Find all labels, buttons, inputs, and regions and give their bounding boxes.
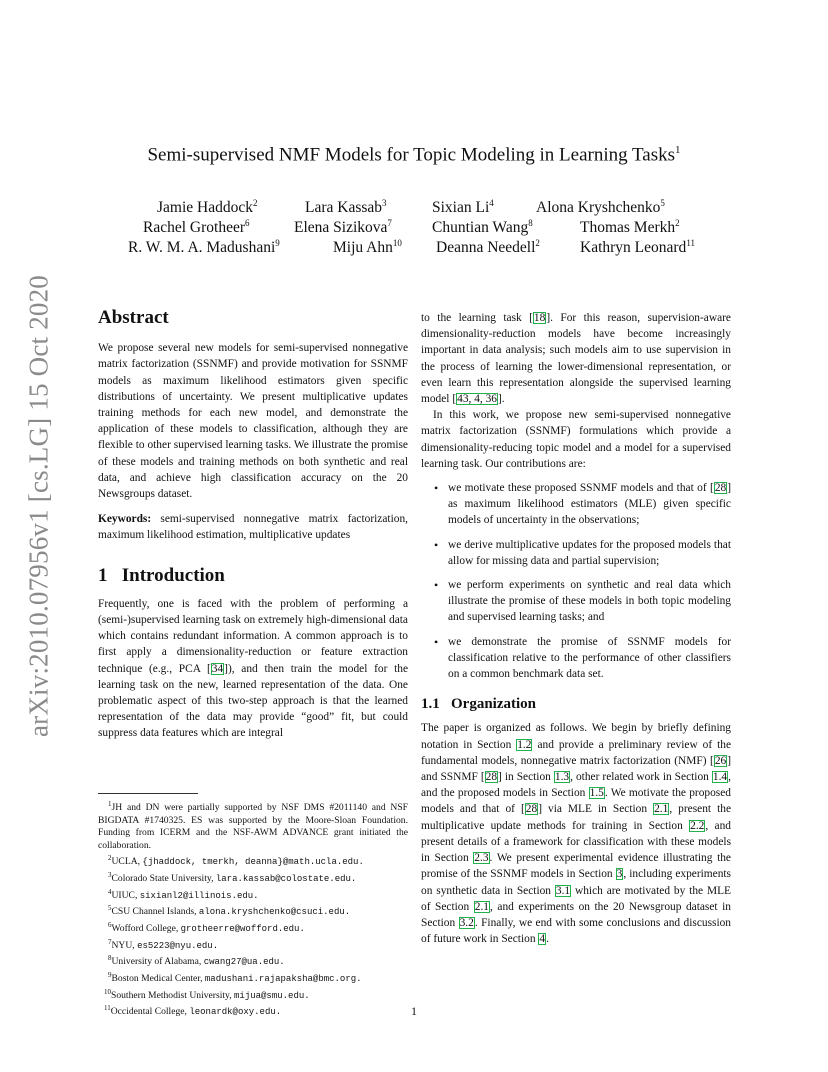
list-item: • we demonstrate the promise of SSNMF models for classification relative to the performance of other classifiers on a common benchmark data set. [421,634,731,683]
section-link[interactable]: 3 [616,868,623,881]
footnote: $^5$CSU Channel Islands, alona.kryshchenko@csuci.edu. [108,904,351,918]
author-list [0,193,828,257]
section-link[interactable]: 3.2 [459,916,474,929]
author: Kathryn Leonard$^{11}$ [580,238,695,257]
section-link[interactable]: 2.2 [690,819,705,832]
author-row [0,213,828,237]
right-column [421,310,731,947]
list-item: • we motivate these proposed SSNMF models and that of [28] as maximum likelihood estimators (MLE) given specific models of uncertainty in the observations; [421,480,731,529]
section-link[interactable]: 1.2 [517,738,532,751]
title-footnote-mark: 1 [675,144,681,156]
footnote: $^1$JH and DN were partially supported by NSF DMS #2011140 and NSF BIGDATA #1740325. ES was supported by the Moore-Sloan Foundation. Funding from ICERM and the NSF-AWM ADVANCE grant initiated the collaboration. [98,800,408,851]
footnote: $^{11}$Occidental College, leonardk@oxy.edu. [104,1004,282,1018]
author: Chuntian Wang$^8$ [432,218,533,237]
author: Thomas Merkh$^2$ [580,218,680,237]
keywords [98,511,408,543]
footnote: $^6$Wofford College, grotheerre@wofford.edu. [108,920,305,935]
page-number: 1 [411,1004,417,1018]
section-link[interactable]: 1.3 [554,771,570,784]
intro-paragraph: Frequently, one is faced with the problem of performing a (semi-)supervised learning task on extremely high-dimensional data which contains redundant information. A common approach is to first apply a dimensionality-reduction or feature extraction technique (e.g., PCA [34]), and then train the model for the learning task on the new, learned representation of the data. One problematic aspect of this two-step approach is that the learned representation of the data may provide “good” fit, but could suppress data features which are integral [98,597,408,740]
paper-title [0,144,828,166]
section-title: Introduction [121,564,225,586]
citation-link[interactable]: 34 [211,662,224,675]
keywords-label: Keywords: [98,513,152,526]
contributions-list [421,480,731,682]
keywords-text: semi-supervised nonnegative matrix factorization, maximum likelihood estimation, multiplicative updates [98,513,408,542]
citation-link[interactable]: 43, 4, 36 [457,393,497,406]
citation-link[interactable]: 28 [525,803,538,816]
section-link[interactable]: 1.4 [712,771,728,784]
citation-link[interactable]: 28 [714,482,727,495]
footnote: $^4$UIUC, sixianl2@illinois.edu. [108,887,259,901]
section-link[interactable]: 2.1 [474,900,489,913]
organization-paragraph: The paper is organized as follows. We begin by briefly defining notation in Section 1.2 and provide a preliminary review of the fundamental models, nonnegative matrix factorization (NMF) [26] and SSNMF [28] in Section 1.3, other related work in Section 1.4, and the proposed models in Section 1.5. We motivate the proposed models and that of [28] via MLE in Section 2.1, present the multiplicative update methods for training in Section 2.2, and present details of a framework for classification with these models in Section 2.3. We present experimental evidence illustrating the promise of the SSNMF models in Section 3, including experiments on synthetic data in Section 3.1 which are motivated by the MLE of Section 2.1, and experiments on the 20 Newsgroup dataset in Section 3.2. Finally, we end with some conclusions and discussion of future work in Section 4. [421,722,732,946]
left-column [98,307,408,742]
footnote: $^7$NYU, es5223@nyu.edu. [108,937,219,951]
citation-link[interactable]: 18 [533,312,546,324]
list-item: • we derive multiplicative updates for the proposed models that allow for missing data and partial supervision; [421,537,731,569]
citation-link[interactable]: 28 [485,771,498,784]
abstract-body: We propose several new models for semi-supervised nonnegative matrix factorization (SSNMF) and provide motivation for SSNMF models as maximum likelihood estimators given specific distributions of uncertainty. We present multiplicative updates training methods for each new model, and demonstrate the application of these models to classification, although they are flexible to other supervised learning tasks. We illustrate the promise of these models and training methods on both synthetic and real data, and achieve high classification accuracy on the 20 Newsgroups dataset. [98,342,408,501]
section-link[interactable]: 3.1 [555,884,571,897]
paragraph: In this work, we propose new semi-supervised nonnegative matrix factorization (SSNMF) formulations which provide a dimensionality-reducing topic model and a model for a supervised learning task. Our contributions are: [421,409,731,470]
footnote: $^{10}$Southern Methodist University, mijua@smu.edu. [104,987,310,1001]
author: Miju Ahn$^{10}$ [333,238,402,257]
section-link[interactable]: 2.1 [654,803,669,816]
paragraph: to the learning task [18]. For this reason, supervision-aware dimensionality-reduction models have become increasingly important in data analysis; such models aim to use supervision in the process of learning the lower-dimensional representation, or even learn this representation alongside the supervised learning model [43, 4, 36]. [421,312,731,406]
footnote-rule [98,793,198,794]
footnote: $^3$Colorado State University, lara.kassab@colostate.edu. [108,870,357,885]
author: Sixian Li$^4$ [432,198,494,217]
title-text: Semi-supervised NMF Models for Topic Modeling in Learning Tasks [147,144,676,166]
subsection-heading: 1.1 Organization [421,696,536,713]
list-item: • we perform experiments on synthetic and real data which illustrate the promise of these models in both topic modeling and supervised learning tasks; and [421,577,731,626]
author: Alona Kryshchenko$^5$ [536,198,665,217]
author: R. W. M. A. Madushani$^9$ [128,238,280,257]
author: Lara Kassab$^3$ [305,198,387,217]
author-row [0,233,828,257]
author-row [0,193,828,217]
section-link[interactable]: 1.5 [589,787,604,800]
footnote: $^9$Boston Medical Center, madushani.rajapaksha@bmc.org. [108,971,362,985]
footnote: $^2$UCLA, {jhaddock, tmerkh, deanna}@math.ucla.edu. [108,854,364,868]
footnotes [98,793,408,1019]
abstract-heading: Abstract [98,307,169,328]
arxiv-stamp-text: arXiv:2010.07956v1 [cs.LG] 15 Oct 2020 [23,274,54,738]
author: Jamie Haddock$^2$ [157,198,258,217]
author: Rachel Grotheer$^6$ [143,218,250,237]
section-link[interactable]: 2.3 [474,852,489,865]
footnote: $^8$University of Alabama, cwang27@ua.edu. [108,954,285,968]
author: Deanna Needell$^2$ [436,238,540,257]
intro-heading [98,564,408,586]
section-link[interactable]: 4 [539,933,546,946]
citation-link[interactable]: 26 [714,754,727,767]
section-number: 1 [98,564,108,586]
author: Elena Sizikova$^7$ [294,218,392,237]
